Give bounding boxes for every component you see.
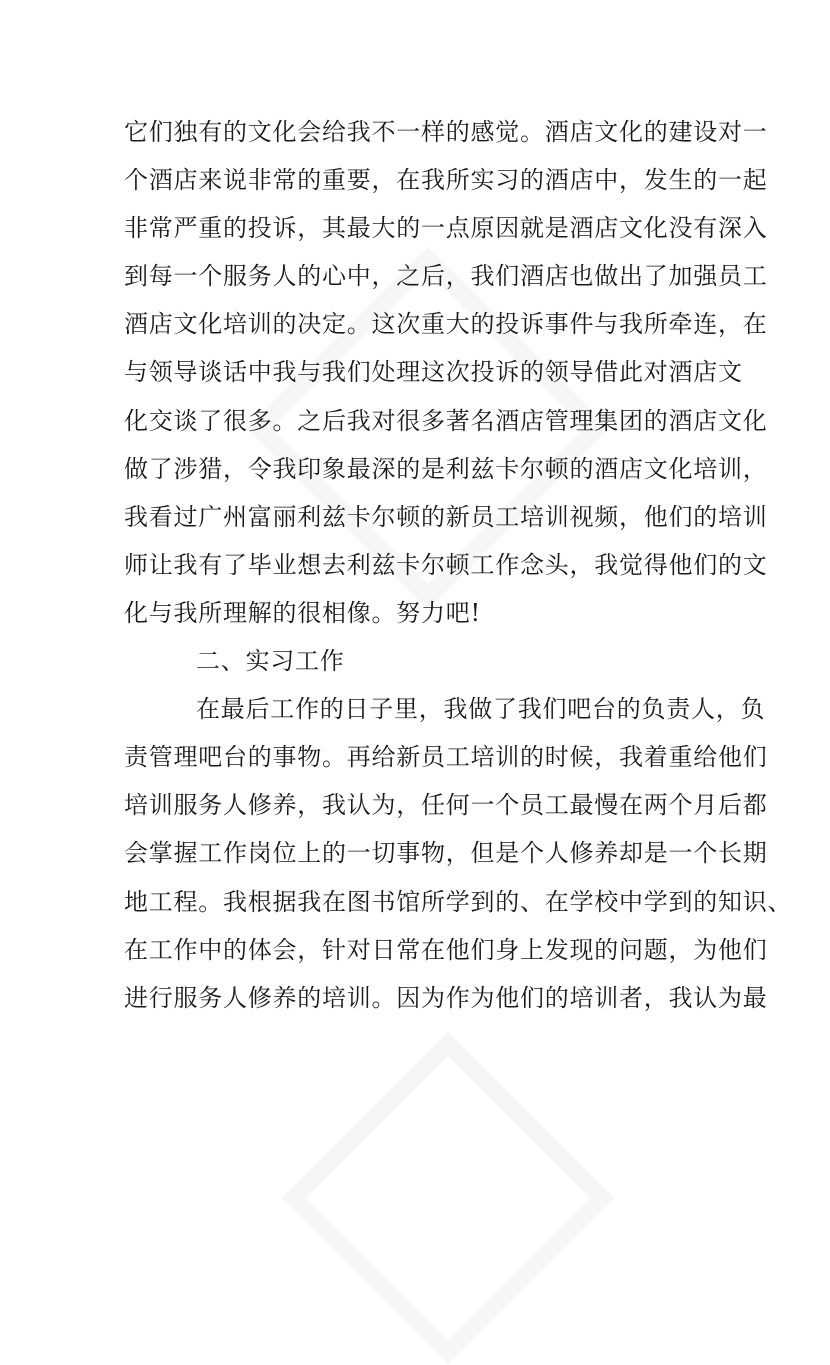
paragraph-line: 培训服务人修养，我认为，任何一个员工最慢在两个月后都 [124,791,768,820]
paragraph-line: 个酒店来说非常的重要，在我所实习的酒店中，发生的一起 [124,166,768,195]
section-heading: 二、实习工作 [196,647,345,676]
paragraph-line: 师让我有了毕业想去利兹卡尔顿工作念头，我觉得他们的文 [124,550,768,579]
paragraph-line: 它们独有的文化会给我不一样的感觉。酒店文化的建设对一 [124,118,768,146]
paragraph-line: 进行服务人修养的培训。因为作为他们的培训者，我认为最 [124,983,768,1012]
paragraph-line: 地工程。我根据我在图书馆所学到的、在学校中学到的知识、 [124,887,793,916]
paragraph-line: 化与我所理解的很相像。努力吧! [124,598,481,627]
paragraph-line: 责管理吧台的事物。再给新员工培训的时候，我着重给他们 [124,743,768,772]
document-page [124,114,793,1028]
paragraph-line: 我看过广州富丽利兹卡尔顿的新员工培训视频，他们的培训 [124,502,768,531]
paragraph-line: 非常严重的投诉，其最大的一点原因就是酒店文化没有深入 [124,214,768,243]
paragraph-line: 与领导谈话中我与我们处理这次投诉的领导借此对酒店文 [124,358,743,387]
paragraph-line: 在最后工作的日子里，我做了我们吧台的负责人，负 [196,695,766,724]
paragraph-line: 做了涉猎，令我印象最深的是利兹卡尔顿的酒店文化培训， [124,454,768,483]
paragraph-line: 在工作中的体会，针对日常在他们身上发现的问题，为他们 [124,935,768,964]
paragraph-line: 酒店文化培训的决定。这次重大的投诉事件与我所牵连，在 [124,310,768,339]
paragraph-line: 到每一个服务人的心中，之后，我们酒店也做出了加强员工 [124,262,768,291]
paragraph-line: 会掌握工作岗位上的一切事物，但是个人修养却是一个长期 [124,839,768,868]
watermark [281,1031,615,1365]
paragraph-line: 化交谈了很多。之后我对很多著名酒店管理集团的酒店文化 [124,406,768,435]
